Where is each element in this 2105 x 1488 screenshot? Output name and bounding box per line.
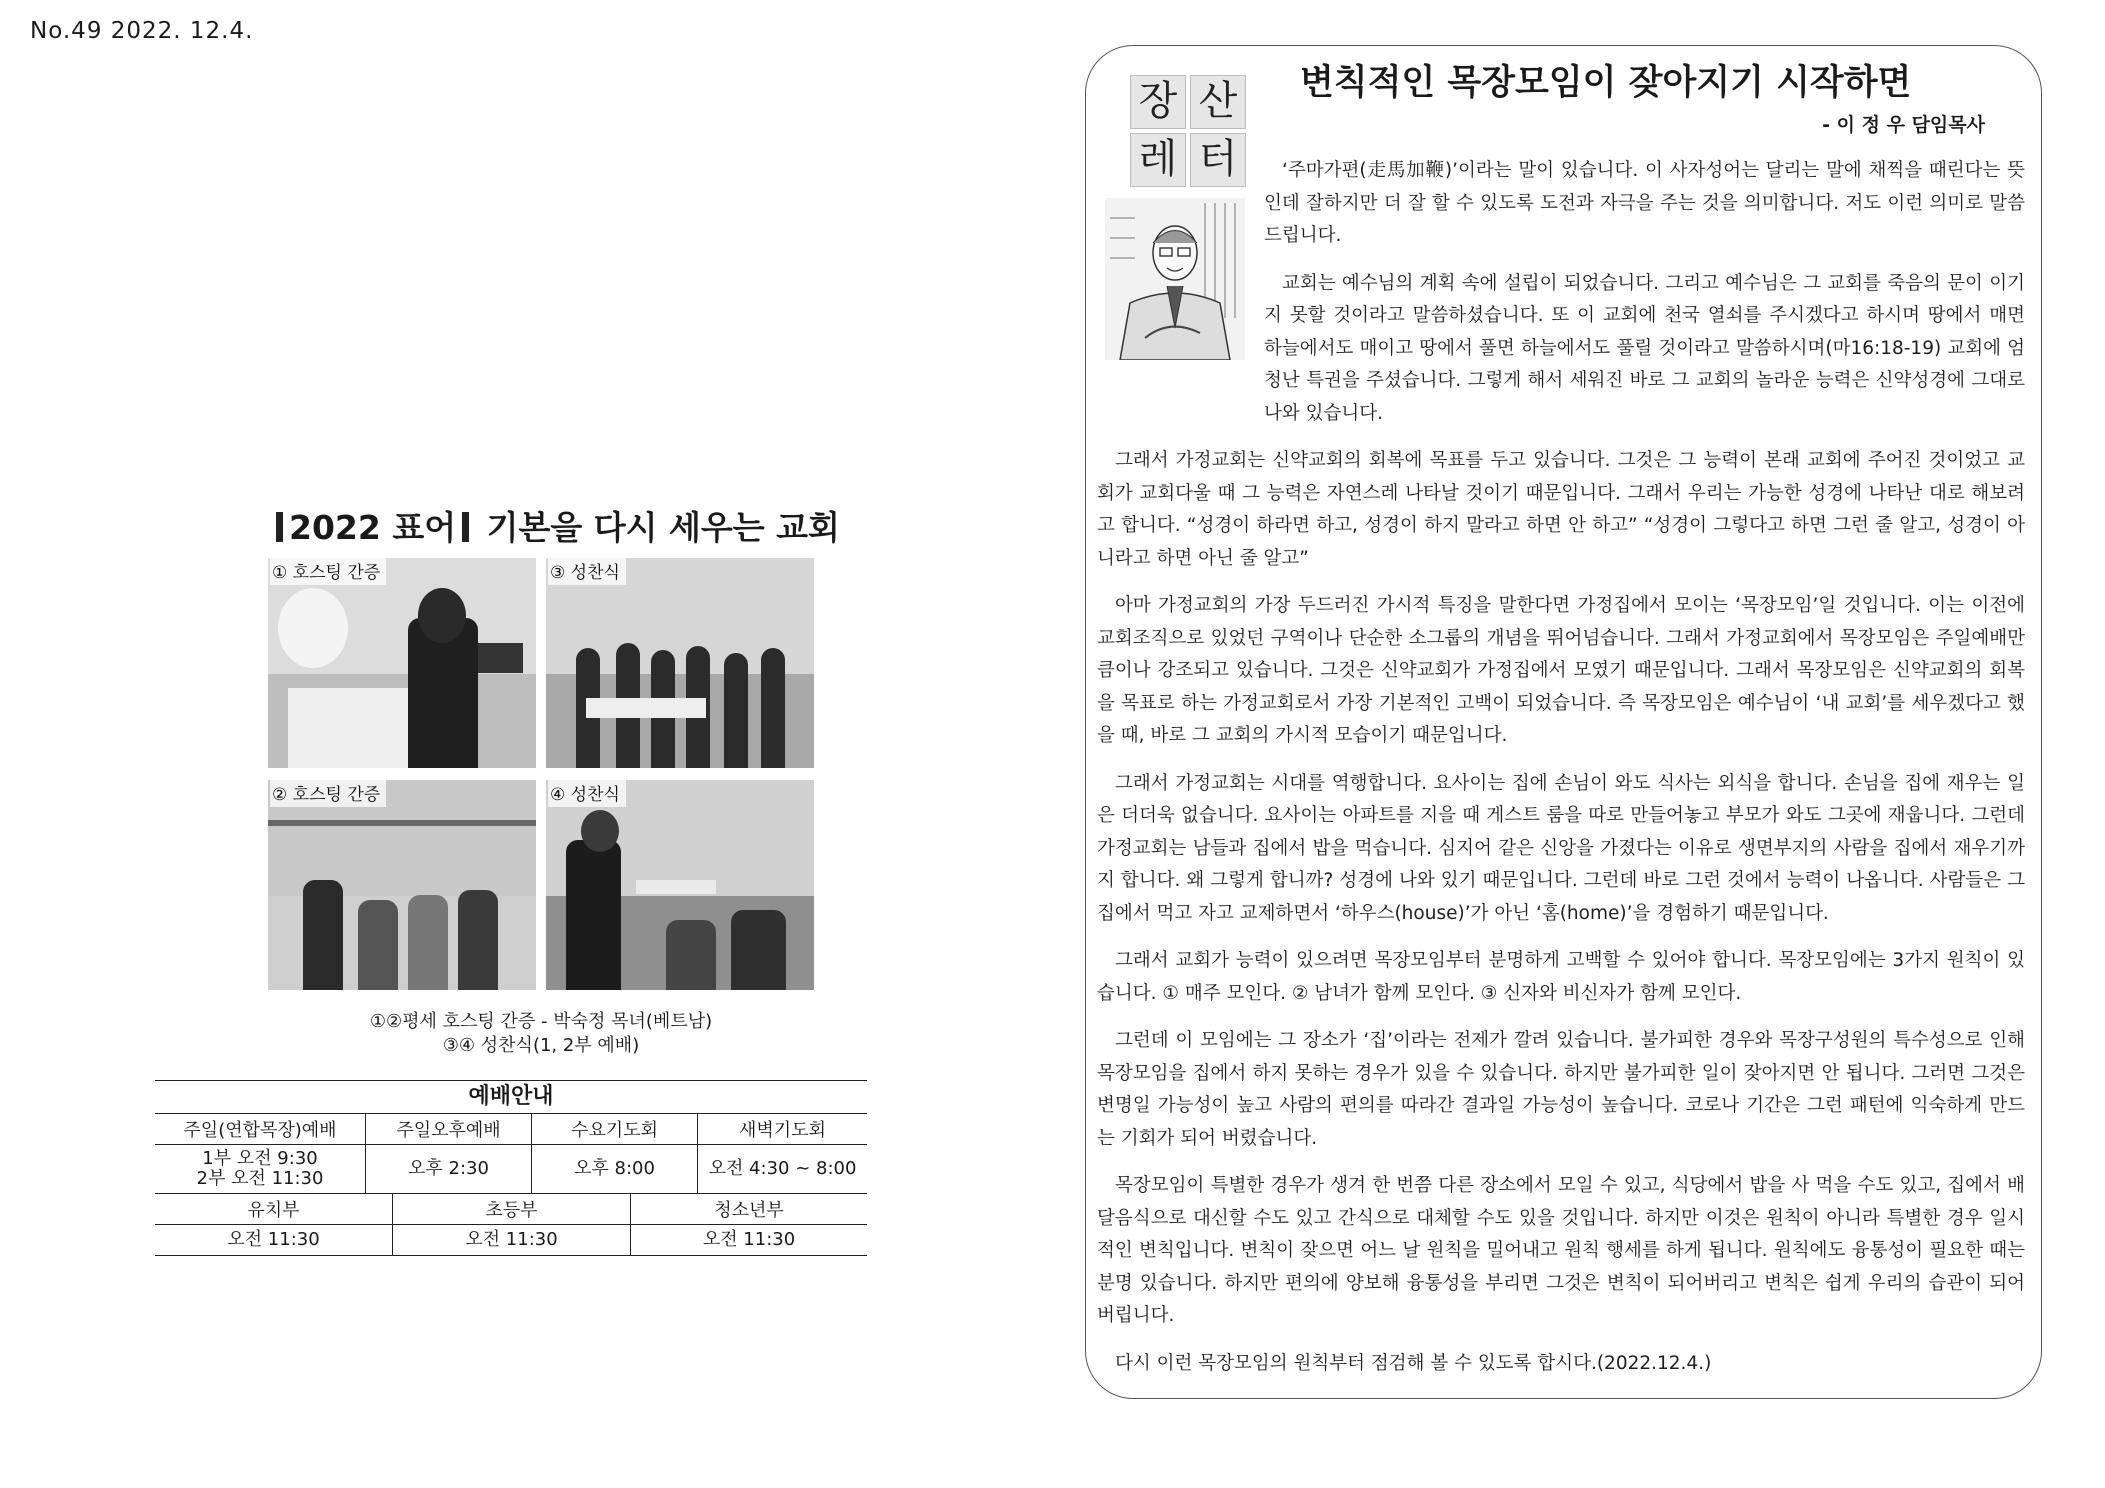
- letter-author: - 이 정 우 담임목사: [1822, 114, 1985, 136]
- portrait-spacer: [1097, 155, 1264, 403]
- photo-label: ① 호스팅 간증: [270, 558, 386, 585]
- badge-char-3: 레: [1130, 133, 1186, 187]
- letter-paragraph: 그래서 교회가 능력이 있으려면 목장모임부터 분명하게 고백할 수 있어야 합니다. 목장모임에는 3가지 원칙이 있습니다. ① 매주 모인다. ② 남녀가 함께 모인다. ③ 신자와 비신자가 함께 모인다.: [1097, 950, 2025, 1004]
- value-dawn: 오전 4:30 ~ 8:00: [698, 1145, 868, 1194]
- photo-label: ③ 성찬식: [548, 558, 626, 585]
- photo-caption: [268, 1010, 814, 1058]
- worship-title: 예배안내: [155, 1080, 867, 1114]
- letter-paragraph: ‘주마가편(走馬加鞭)’이라는 말이 있습니다. 이 사자성어는 달리는 말에 채찍을 때린다는 뜻인데 잘하지만 더 잘 할 수 있도록 도전과 자극을 주는 것을 의미합니다. 저도 이런 의미로 말씀드립니다.: [1264, 160, 2025, 246]
- letter-body: [1097, 155, 2025, 1395]
- photo-hosting-testimony-1: [268, 558, 536, 768]
- motto-bar-left: [276, 512, 283, 542]
- worship-schedule: [155, 1080, 867, 1256]
- badge-char-1: 장: [1130, 75, 1186, 129]
- value-sunday: [155, 1145, 366, 1194]
- letter-paragraph: 목장모임이 특별한 경우가 생겨 한 번쯤 다른 장소에서 모일 수 있고, 식당에서 밥을 사 먹을 수도 있고, 집에서 배달음식으로 대신할 수도 있고 간식으로 대체할 수도 있을 것입니다. 하지만 이것은 원칙이 아니라 특별한 경우 일시적인 변칙입니다. 변칙이 잦으면 어느 날 원칙을 밀어내고 원칙 행세를 하게 됩니다. 원칙에도 융통성이 필요한 때는 분명 있습니다. 하지만 편의에 양보해 융통성을 부리면 그것은 변칙이 되어버리고 변칙은 쉽게 우리의 습관이 되어버립니다.: [1097, 1175, 2025, 1326]
- sunday-second-service: 2부 오전 11:30: [196, 1168, 324, 1189]
- letter-paragraph: 다시 이런 목장모임의 원칙부터 점검해 볼 수 있도록 합시다.(2022.12.4.): [1115, 1352, 1712, 1374]
- value-wednesday: 오후 8:00: [532, 1145, 698, 1194]
- value-elementary: 오전 11:30: [393, 1225, 631, 1256]
- header-wednesday: 수요기도회: [532, 1114, 698, 1145]
- motto-bar-right: [462, 512, 469, 542]
- letter-paragraph: 그래서 가정교회는 신약교회의 회복에 목표를 두고 있습니다. 그것은 그 능력이 본래 교회에 주어진 것이었고 교회가 교회다울 때 그 능력은 자연스레 나타날 것이기 때문입니다. 그래서 우리는 가능한 성경에 나타난 대로 해보려고 합니다. “성경이 하라면 하고, 성경이 하지 말라고 하면 안 하고” “성경이 그렇다고 하면 그런 줄 알고, 성경이 아니라고 하면 아닌 줄 알고”: [1097, 450, 2025, 569]
- header-sunday: 주일(연합목장)예배: [155, 1114, 366, 1145]
- value-kindergarten: 오전 11:30: [155, 1225, 393, 1256]
- letter-paragraph: 교회는 예수님의 계획 속에 설립이 되었습니다. 그리고 예수님은 그 교회를 죽음의 문이 이기지 못할 것이라고 말씀하셨습니다. 또 이 교회에 천국 열쇠를 주시겠다고 하시며 땅에서 매면 하늘에서도 매이고 땅에서 풀면 하늘에서도 풀릴 것이라고 말씀하시며(마16:18-19) 교회에 엄청난 특권을 주셨습니다. 그렇게 해서 세워진 바로 그 교회의 놀라운 능력은 신약성경에 그대로 나와 있습니다.: [1264, 272, 2025, 424]
- header-kindergarten: 유치부: [155, 1194, 393, 1225]
- letter-paragraph: 아마 가정교회의 가장 두드러진 가시적 특징을 말한다면 가정집에서 모이는 ‘목장모임’일 것입니다. 이는 이전에 교회조직으로 있었던 구역이나 단순한 소그룹의 개념을 뛰어넘습니다. 그래서 가정교회에서 목장모임은 주일예배만큼이나 강조되고 있습니다. 그것은 신약교회가 가정집에서 모였기 때문입니다. 그래서 목장모임은 신약교회의 회복을 목표로 하는 가정교회로서 가장 기본적인 고백이 되었습니다. 즉 목장모임은 예수님이 ‘내 교회’를 세우겠다고 했을 때, 바로 그 교회의 가시적 모습이기 때문입니다.: [1097, 595, 2025, 746]
- value-sunday-afternoon: 오후 2:30: [366, 1145, 532, 1194]
- photo-hosting-testimony-2: [268, 780, 536, 990]
- letter-paragraph: 그래서 가정교회는 시대를 역행합니다. 요사이는 집에 손님이 와도 식사는 외식을 합니다. 손님을 집에 재우는 일은 더더욱 없습니다. 요사이는 아파트를 지을 때 게스트 룸을 따로 만들어놓고 부모가 와도 그곳에 재웁니다. 그런데 가정교회는 남들과 집에서 밥을 먹습니다. 심지어 같은 신앙을 가졌다는 이유로 생면부지의 사람을 집에서 재우기까지 합니다. 왜 그렇게 합니까? 성경에 나와 있기 때문입니다. 그런데 바로 그런 것에서 능력이 나옵니다. 사람들은 그 집에서 먹고 자고 교제하면서 ‘하우스(house)’가 아닌 ‘홈(home)’을 경험하기 때문입니다.: [1097, 772, 2025, 924]
- letter-paragraph: 그런데 이 모임에는 그 장소가 ‘집’이라는 전제가 깔려 있습니다. 불가피한 경우와 목장구성원의 특수성으로 인해 목장모임을 집에서 하지 못하는 경우가 있을 수 있습니다. 하지만 불가피한 일이 잦아지면 안 됩니다. 그러면 그것은 변명일 가능성이 높고 사람의 편의를 따라간 결과일 가능성이 높습니다. 코로나 기간은 그런 패턴에 익숙하게 만드는 기회가 되어 버렸습니다.: [1097, 1030, 2025, 1149]
- motto-text: 기본을 다시 세우는 교회: [486, 508, 840, 547]
- photo-label: ④ 성찬식: [548, 780, 626, 807]
- motto-prefix: 2022 표어: [289, 508, 457, 547]
- photo-label: ② 호스팅 간증: [270, 780, 386, 807]
- letter-title: 변칙적인 목장모임이 잦아지기 시작하면: [1300, 63, 1912, 103]
- header-youth: 청소년부: [631, 1194, 868, 1225]
- sunday-first-service: 1부 오전 9:30: [202, 1148, 318, 1169]
- badge-char-2: 산: [1190, 75, 1246, 129]
- issue-number: No.49 2022. 12.4.: [30, 18, 254, 44]
- value-youth: 오전 11:30: [631, 1225, 868, 1256]
- badge-char-4: 터: [1190, 133, 1246, 187]
- caption-line-2: ③④ 성찬식(1, 2부 예배): [442, 1035, 640, 1056]
- header-dawn: 새벽기도회: [698, 1114, 868, 1145]
- photo-communion-4: [546, 780, 814, 990]
- caption-line-1: ①②평세 호스팅 간증 - 박숙정 목녀(베트남): [369, 1011, 713, 1032]
- department-table: [155, 1194, 867, 1256]
- yearly-motto: [270, 502, 840, 549]
- worship-table: [155, 1114, 867, 1194]
- header-sunday-afternoon: 주일오후예배: [366, 1114, 532, 1145]
- photo-grid: [268, 558, 814, 990]
- header-elementary: 초등부: [393, 1194, 631, 1225]
- photo-communion-3: [546, 558, 814, 768]
